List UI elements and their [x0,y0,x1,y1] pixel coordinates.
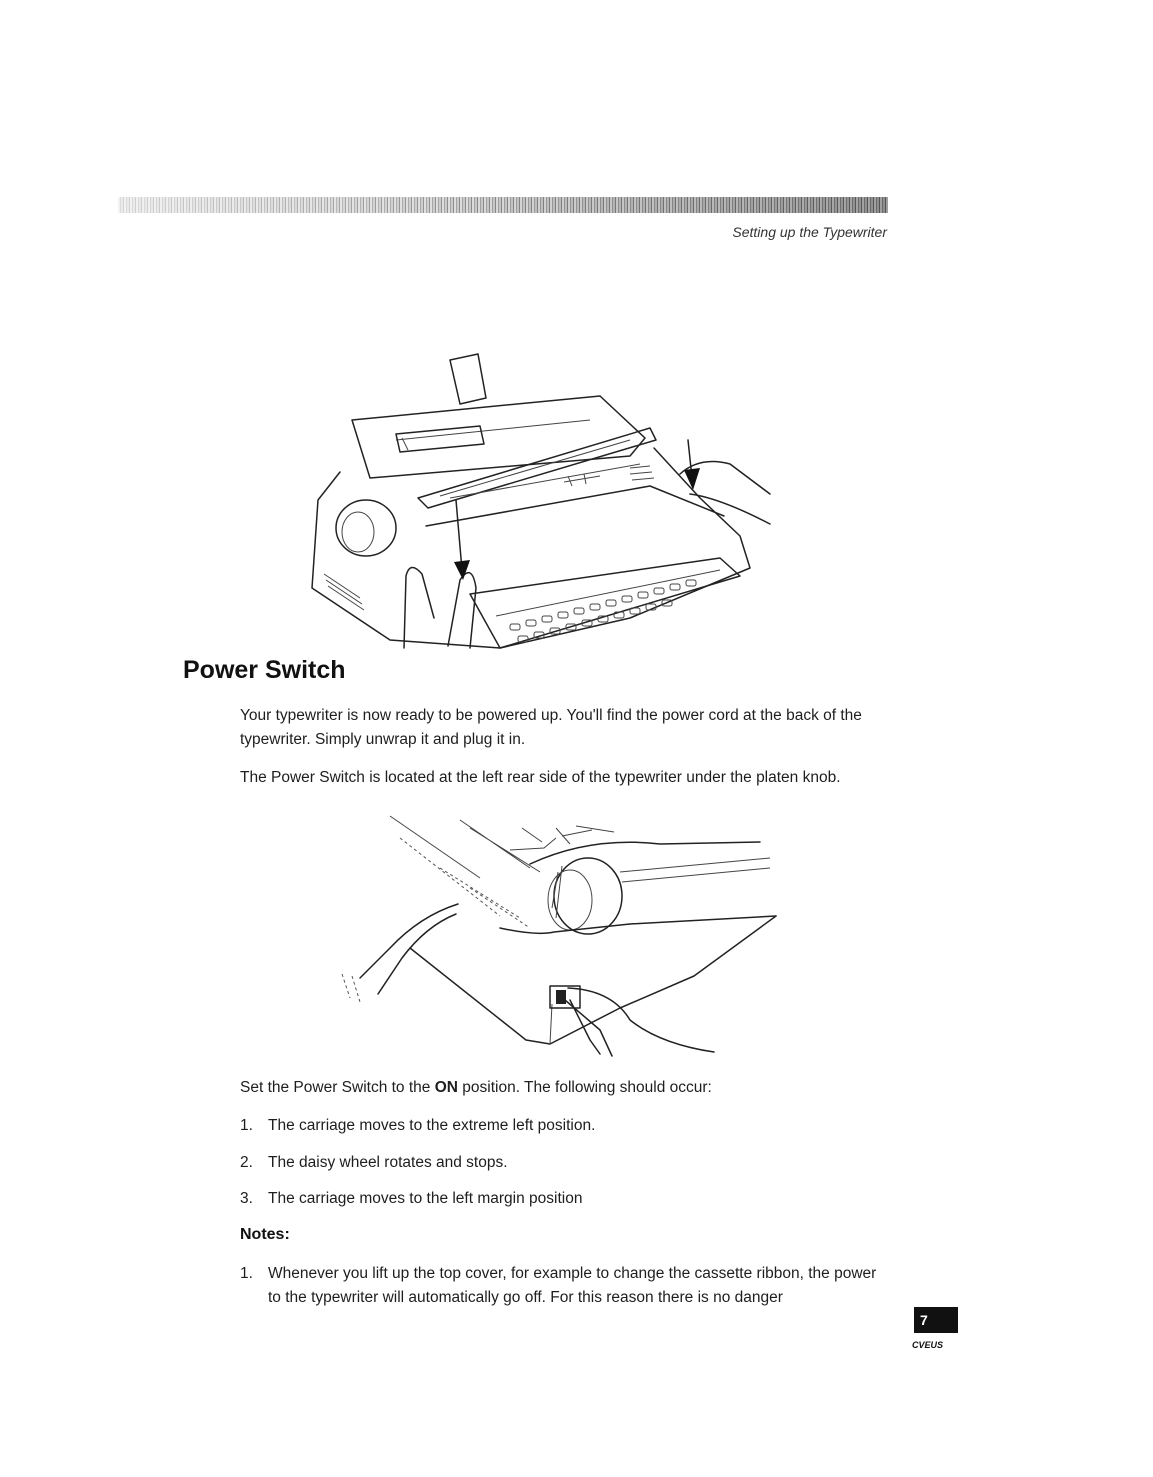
instruction-suffix: position. The following should occur: [457,1079,712,1096]
instruction-prefix: Set the Power Switch to the [240,1079,435,1096]
list-item-number: 3. [240,1190,253,1207]
list-item-text: The carriage moves to the extreme left position. [268,1117,596,1134]
notes-heading: Notes: [240,1226,290,1243]
header-band [118,197,888,213]
list-item [240,1151,508,1175]
note-item-text: Whenever you lift up the top cover, for example to change the cassette ribbon, the power to the typewriter will automatically go off. For this reason there is no danger [268,1265,877,1306]
page-code: CVEUS [912,1340,944,1350]
location-paragraph: The Power Switch is located at the left rear side of the typewriter under the platen knob. [240,769,841,786]
list-item-number: 2. [240,1154,253,1171]
intro-paragraph: Your typewriter is now ready to be powered up. You'll find the power cord at the back of the typewriter. Simply unwrap it and plug it in. [240,707,862,748]
list-item-number: 1. [240,1117,253,1134]
note-item-number: 1. [240,1265,253,1282]
list-item-text: The carriage moves to the left margin position [268,1190,583,1207]
power-switch-illustration [330,808,780,1066]
note-item [240,1262,890,1310]
running-head: Setting up the Typewriter [732,224,887,240]
instruction-line [240,1076,890,1100]
section-title: Power Switch [183,656,346,684]
list-item [240,1114,595,1138]
instruction-on-keyword: ON [434,1079,458,1096]
list-item [240,1187,582,1211]
typewriter-cover-illustration [300,348,780,668]
list-item-text: The daisy wheel rotates and stops. [268,1154,508,1171]
page-number-tab: 7 [914,1307,958,1333]
